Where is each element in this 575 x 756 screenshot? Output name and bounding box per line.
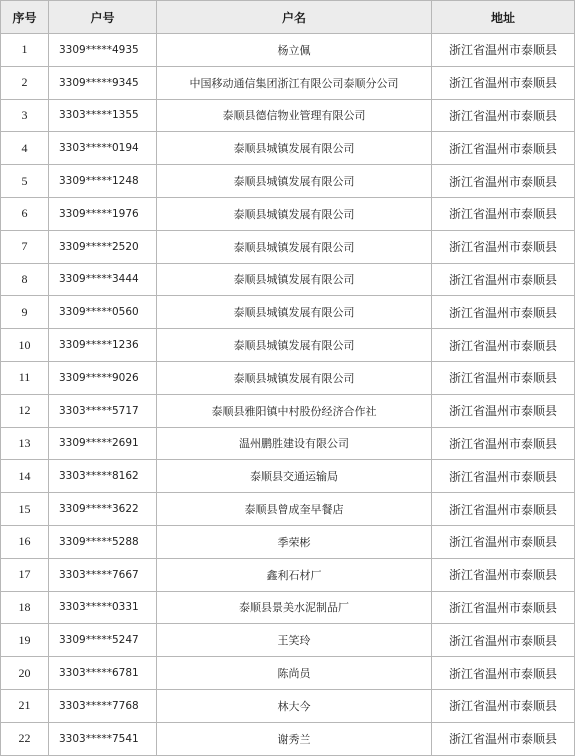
table-row [1, 165, 575, 198]
address: 浙江省温州市泰顺县 [432, 722, 575, 755]
table-row [1, 34, 575, 67]
table-row [1, 394, 575, 427]
account-number: 3309*****0560 [49, 296, 157, 329]
table-row [1, 263, 575, 296]
row-index: 11 [1, 361, 49, 394]
row-index: 19 [1, 624, 49, 657]
table-row [1, 66, 575, 99]
row-index: 20 [1, 657, 49, 690]
account-name: 泰顺县交通运输局 [157, 460, 432, 493]
table-body [1, 34, 575, 756]
account-number: 3303*****6781 [49, 657, 157, 690]
table-row [1, 361, 575, 394]
address: 浙江省温州市泰顺县 [432, 296, 575, 329]
address: 浙江省温州市泰顺县 [432, 361, 575, 394]
address: 浙江省温州市泰顺县 [432, 493, 575, 526]
address: 浙江省温州市泰顺县 [432, 197, 575, 230]
row-index: 16 [1, 525, 49, 558]
table-row [1, 99, 575, 132]
address: 浙江省温州市泰顺县 [432, 689, 575, 722]
address: 浙江省温州市泰顺县 [432, 132, 575, 165]
table-row [1, 493, 575, 526]
account-name: 鑫利石材厂 [157, 558, 432, 591]
account-number: 3309*****2691 [49, 427, 157, 460]
address: 浙江省温州市泰顺县 [432, 427, 575, 460]
address: 浙江省温州市泰顺县 [432, 99, 575, 132]
account-number: 3309*****5247 [49, 624, 157, 657]
table-row [1, 525, 575, 558]
table-row [1, 460, 575, 493]
address: 浙江省温州市泰顺县 [432, 657, 575, 690]
account-number: 3309*****9345 [49, 66, 157, 99]
table-row [1, 657, 575, 690]
address: 浙江省温州市泰顺县 [432, 165, 575, 198]
account-name: 泰顺县雅阳镇中村股份经济合作社 [157, 394, 432, 427]
account-name: 泰顺县城镇发展有限公司 [157, 132, 432, 165]
table-row [1, 329, 575, 362]
row-index: 7 [1, 230, 49, 263]
account-name: 谢秀兰 [157, 722, 432, 755]
account-name: 中国移动通信集团浙江有限公司泰顺分公司 [157, 66, 432, 99]
account-number: 3303*****7667 [49, 558, 157, 591]
account-number: 3303*****1355 [49, 99, 157, 132]
table-row [1, 427, 575, 460]
account-name: 泰顺县景美水泥制品厂 [157, 591, 432, 624]
address: 浙江省温州市泰顺县 [432, 525, 575, 558]
account-name: 温州鹏胜建设有限公司 [157, 427, 432, 460]
row-index: 12 [1, 394, 49, 427]
account-name: 泰顺县城镇发展有限公司 [157, 361, 432, 394]
account-name: 泰顺县城镇发展有限公司 [157, 296, 432, 329]
table-row [1, 230, 575, 263]
address: 浙江省温州市泰顺县 [432, 624, 575, 657]
address: 浙江省温州市泰顺县 [432, 34, 575, 67]
address: 浙江省温州市泰顺县 [432, 329, 575, 362]
account-name: 林大今 [157, 689, 432, 722]
account-number: 3303*****7768 [49, 689, 157, 722]
account-number: 3309*****5288 [49, 525, 157, 558]
table-row [1, 722, 575, 755]
account-name: 泰顺县曾成奎早餐店 [157, 493, 432, 526]
account-number: 3303*****7541 [49, 722, 157, 755]
account-number: 3303*****0331 [49, 591, 157, 624]
table-row [1, 197, 575, 230]
account-name: 泰顺县城镇发展有限公司 [157, 165, 432, 198]
table-row [1, 132, 575, 165]
address: 浙江省温州市泰顺县 [432, 230, 575, 263]
header-address: 地址 [432, 1, 575, 34]
header-index: 序号 [1, 1, 49, 34]
account-number: 3303*****5717 [49, 394, 157, 427]
address: 浙江省温州市泰顺县 [432, 558, 575, 591]
table-row [1, 558, 575, 591]
table-row [1, 624, 575, 657]
account-number: 3303*****0194 [49, 132, 157, 165]
table-row [1, 591, 575, 624]
row-index: 10 [1, 329, 49, 362]
account-number: 3309*****3622 [49, 493, 157, 526]
row-index: 15 [1, 493, 49, 526]
row-index: 18 [1, 591, 49, 624]
account-number: 3309*****1236 [49, 329, 157, 362]
row-index: 2 [1, 66, 49, 99]
header-account-number: 户号 [49, 1, 157, 34]
row-index: 9 [1, 296, 49, 329]
account-name: 泰顺县城镇发展有限公司 [157, 263, 432, 296]
address: 浙江省温州市泰顺县 [432, 66, 575, 99]
row-index: 22 [1, 722, 49, 755]
row-index: 6 [1, 197, 49, 230]
address: 浙江省温州市泰顺县 [432, 263, 575, 296]
account-name: 陈尚员 [157, 657, 432, 690]
row-index: 14 [1, 460, 49, 493]
account-number: 3309*****1248 [49, 165, 157, 198]
row-index: 13 [1, 427, 49, 460]
header-row [1, 1, 575, 34]
header-account-name: 户名 [157, 1, 432, 34]
account-number: 3309*****1976 [49, 197, 157, 230]
account-name: 泰顺县德信物业管理有限公司 [157, 99, 432, 132]
account-number: 3309*****4935 [49, 34, 157, 67]
row-index: 4 [1, 132, 49, 165]
account-name: 季荣彬 [157, 525, 432, 558]
row-index: 5 [1, 165, 49, 198]
row-index: 3 [1, 99, 49, 132]
account-name: 泰顺县城镇发展有限公司 [157, 329, 432, 362]
account-number: 3309*****2520 [49, 230, 157, 263]
row-index: 8 [1, 263, 49, 296]
row-index: 1 [1, 34, 49, 67]
address: 浙江省温州市泰顺县 [432, 591, 575, 624]
account-name: 泰顺县城镇发展有限公司 [157, 230, 432, 263]
address: 浙江省温州市泰顺县 [432, 394, 575, 427]
row-index: 17 [1, 558, 49, 591]
account-name: 泰顺县城镇发展有限公司 [157, 197, 432, 230]
table-row [1, 296, 575, 329]
account-name: 王笑玲 [157, 624, 432, 657]
account-number: 3303*****8162 [49, 460, 157, 493]
address: 浙江省温州市泰顺县 [432, 460, 575, 493]
account-name: 杨立佩 [157, 34, 432, 67]
account-number: 3309*****3444 [49, 263, 157, 296]
table-row [1, 689, 575, 722]
row-index: 21 [1, 689, 49, 722]
account-number: 3309*****9026 [49, 361, 157, 394]
